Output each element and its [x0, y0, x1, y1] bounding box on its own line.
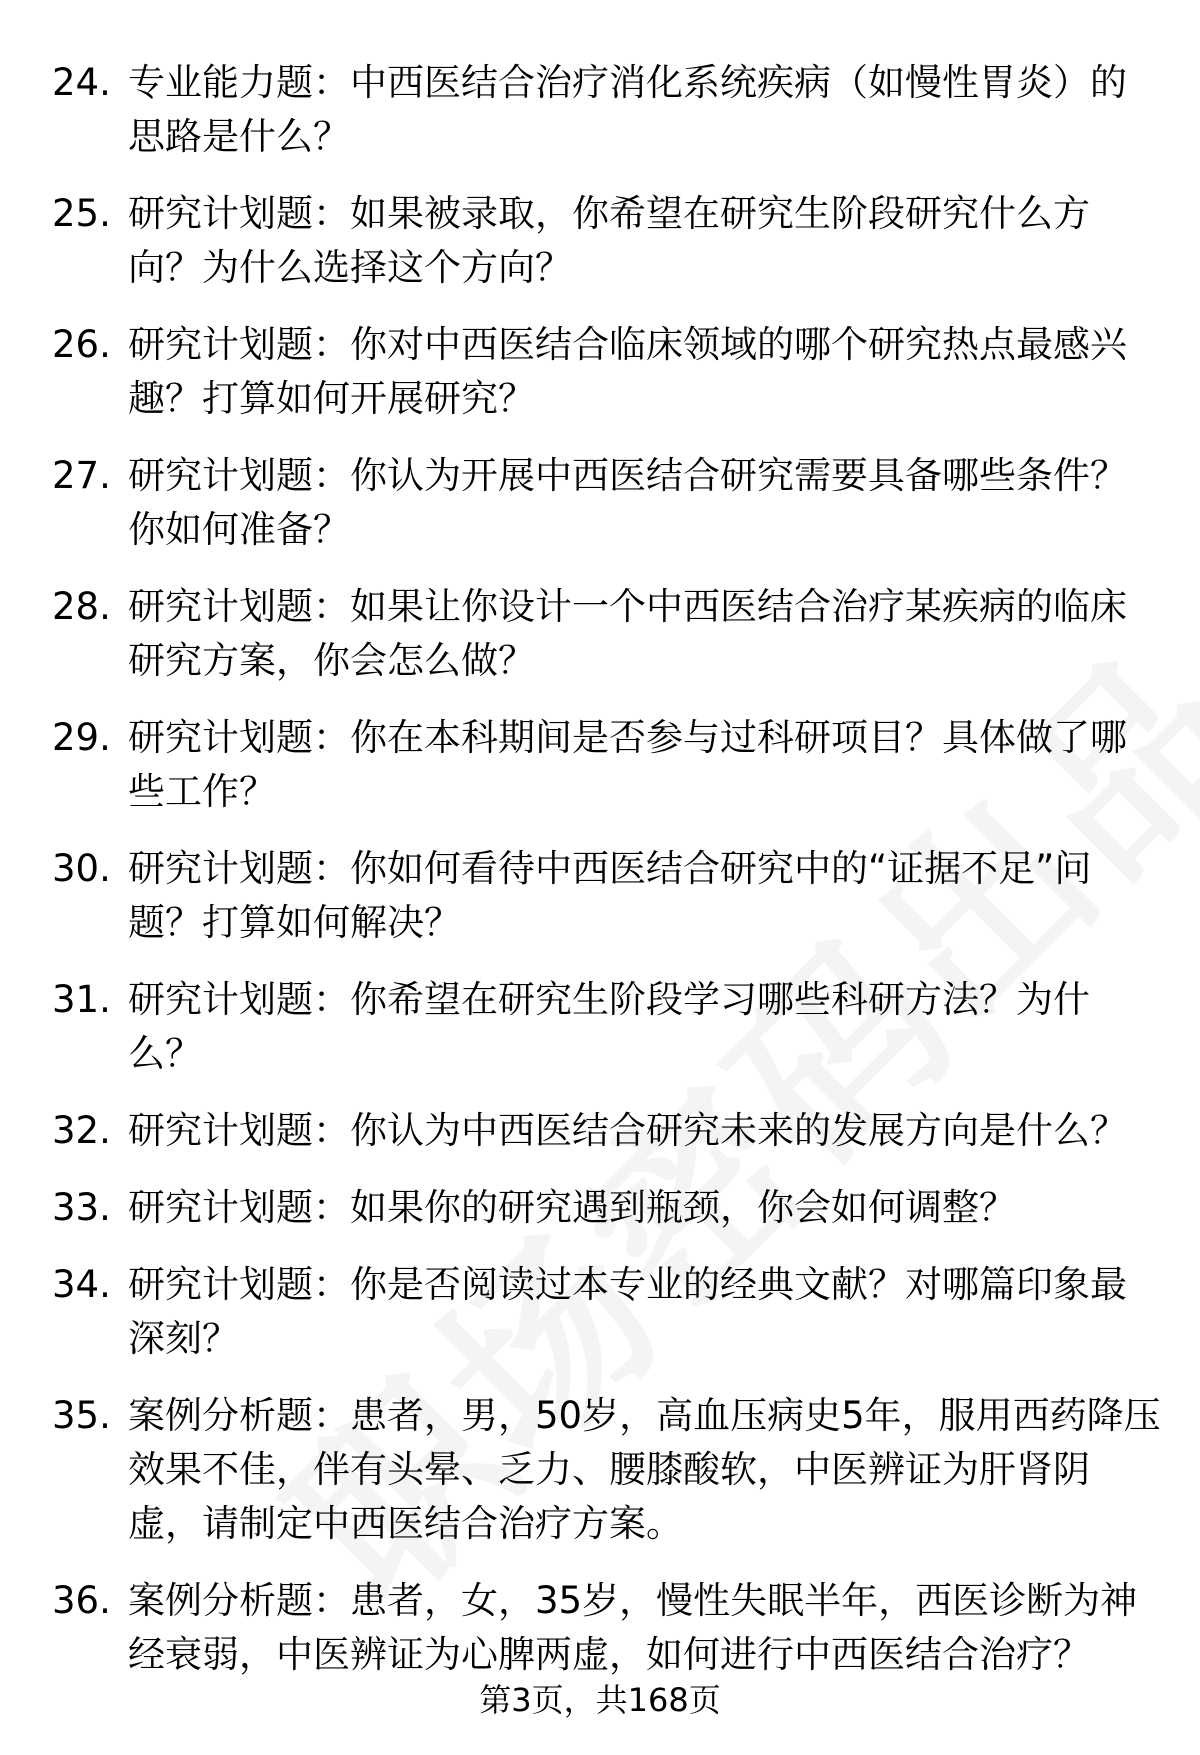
question-item: [52, 1258, 1162, 1366]
question-item: [52, 449, 1162, 557]
question-text: 研究计划题：你如何看待中西医结合研究中的“证据不足”问题？打算如何解决？: [128, 847, 1092, 944]
question-item: [52, 1104, 1162, 1158]
question-text: 研究计划题：如果被录取，你希望在研究生阶段研究什么方向？为什么选择这个方向？: [128, 192, 1090, 289]
question-text: 研究计划题：如果让你设计一个中西医结合治疗某疾病的临床研究方案，你会怎么做？: [128, 585, 1127, 682]
question-item: [52, 973, 1162, 1081]
question-number: 27.: [52, 454, 111, 497]
question-number: 29.: [52, 716, 111, 759]
question-text: 研究计划题：你希望在研究生阶段学习哪些科研方法？为什么？: [128, 978, 1090, 1075]
question-number: 30.: [52, 847, 111, 890]
question-item: [52, 318, 1162, 426]
question-item: [52, 56, 1162, 164]
question-number: 34.: [52, 1263, 111, 1306]
question-text: 专业能力题：中西医结合治疗消化系统疾病（如慢性胃炎）的思路是什么？: [128, 61, 1127, 158]
question-item: [52, 1181, 1162, 1235]
question-item: [52, 187, 1162, 295]
question-text: 案例分析题：患者，女，35岁，慢性失眠半年，西医诊断为神经衰弱，中医辨证为心脾两虚，如何进行中西医结合治疗？: [128, 1579, 1138, 1676]
question-number: 24.: [52, 61, 111, 104]
question-text: 研究计划题：你认为开展中西医结合研究需要具备哪些条件？你如何准备？: [128, 454, 1127, 551]
page-footer: 第3页，共168页: [479, 1681, 721, 1719]
question-text: 研究计划题：你对中西医结合临床领域的哪个研究热点最感兴趣？打算如何开展研究？: [128, 323, 1127, 420]
question-text: 研究计划题：你认为中西医结合研究未来的发展方向是什么？: [128, 1109, 1127, 1152]
question-number: 28.: [52, 585, 111, 628]
question-item: [52, 580, 1162, 688]
question-number: 32.: [52, 1109, 111, 1152]
question-item: [52, 1389, 1162, 1551]
question-number: 35.: [52, 1394, 111, 1437]
question-number: 25.: [52, 192, 111, 235]
question-item: [52, 711, 1162, 819]
question-list: [52, 56, 1162, 1705]
question-number: 26.: [52, 323, 111, 366]
question-text: 研究计划题：你在本科期间是否参与过科研项目？具体做了哪些工作？: [128, 716, 1127, 813]
question-number: 31.: [52, 978, 111, 1021]
question-item: [52, 842, 1162, 950]
question-number: 33.: [52, 1186, 111, 1229]
question-text: 案例分析题：患者，男，50岁，高血压病史5年，服用西药降压效果不佳，伴有头晕、乏力、腰膝酸软，中医辨证为肝肾阴虚，请制定中西医结合治疗方案。: [128, 1394, 1161, 1545]
question-text: 研究计划题：如果你的研究遇到瓶颈，你会如何调整？: [128, 1186, 1016, 1229]
question-text: 研究计划题：你是否阅读过本专业的经典文献？对哪篇印象最深刻？: [128, 1263, 1127, 1360]
question-item: [52, 1574, 1162, 1682]
question-number: 36.: [52, 1579, 111, 1622]
